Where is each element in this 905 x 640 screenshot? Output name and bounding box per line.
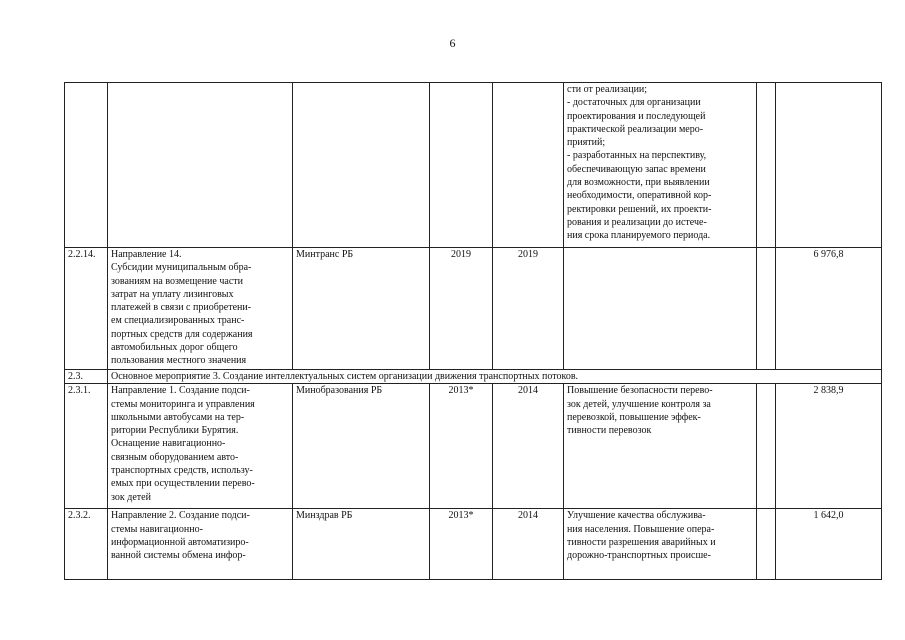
empty-cell (757, 248, 776, 370)
executor: Минздрав РБ (293, 509, 430, 580)
funding-amount: 1 642,0 (776, 509, 882, 580)
funding-amount: 6 976,8 (776, 248, 882, 370)
start-year: 2019 (430, 248, 493, 370)
measure-name: Направление 14. Субсидии муниципальным обра- зованиям на возмещение части затрат на уплату лизинговых платежей в связи с приобретени- ем специализированных транс- портных средств для содержания автомобильных дорог общего пользования местного значения (108, 248, 293, 370)
measure-name: Направление 1. Создание подси- стемы мониторинга и управления школьными автобусами на тер- ритории Республики Бурятия. Оснащение навигационно- связным оборудованием авто- транспортных средств, использу- емых при осуществлении перево- зок детей (108, 384, 293, 509)
measure-name: Направление 2. Создание подси- стемы навигационно- информационной автоматизиро- ванной системы обмена инфор- (108, 509, 293, 580)
table-row (65, 248, 882, 370)
expected-result: Повышение безопасности перево- зок детей, улучшение контроля за перевозкой, повышение эффек- тивности перевозок (564, 384, 757, 509)
end-year: 2014 (493, 509, 564, 580)
expected-result (564, 248, 757, 370)
start-year: 2013* (430, 384, 493, 509)
section-heading-row (65, 370, 882, 384)
start-year (430, 83, 493, 248)
row-number: 2.2.14. (65, 248, 108, 370)
executor: Минтранс РБ (293, 248, 430, 370)
table-row (65, 83, 882, 248)
funding-amount: 2 838,9 (776, 384, 882, 509)
empty-cell (757, 83, 776, 248)
row-number: 2.3. (65, 370, 108, 384)
page-number: 6 (449, 36, 456, 50)
funding-amount (776, 83, 882, 248)
empty-cell (757, 509, 776, 580)
section-heading: Основное мероприятие 3. Создание интеллектуальных систем организации движения транспортных потоков. (108, 370, 882, 384)
executor: Минобразования РБ (293, 384, 430, 509)
expected-result: сти от реализации; - достаточных для организации проектирования и последующей практической реализации меро- приятий; - разработанных на перспективу, обеспечивающую запас времени для возможности, при выявлении необходимости, оперативной кор- ректировки решений, их проекти- рования и реализации до истече- ния срока планируемого периода. (564, 83, 757, 248)
end-year (493, 83, 564, 248)
row-number: 2.3.2. (65, 509, 108, 580)
row-number (65, 83, 108, 248)
measure-name (108, 83, 293, 248)
table-row (65, 384, 882, 509)
row-number: 2.3.1. (65, 384, 108, 509)
end-year: 2019 (493, 248, 564, 370)
executor (293, 83, 430, 248)
empty-cell (757, 384, 776, 509)
start-year: 2013* (430, 509, 493, 580)
measures-table (64, 82, 882, 580)
table-row (65, 509, 882, 580)
end-year: 2014 (493, 384, 564, 509)
expected-result: Улучшение качества обслужива- ния населения. Повышение опера- тивности разрешения аварийных и дорожно-транспортных происше- (564, 509, 757, 580)
